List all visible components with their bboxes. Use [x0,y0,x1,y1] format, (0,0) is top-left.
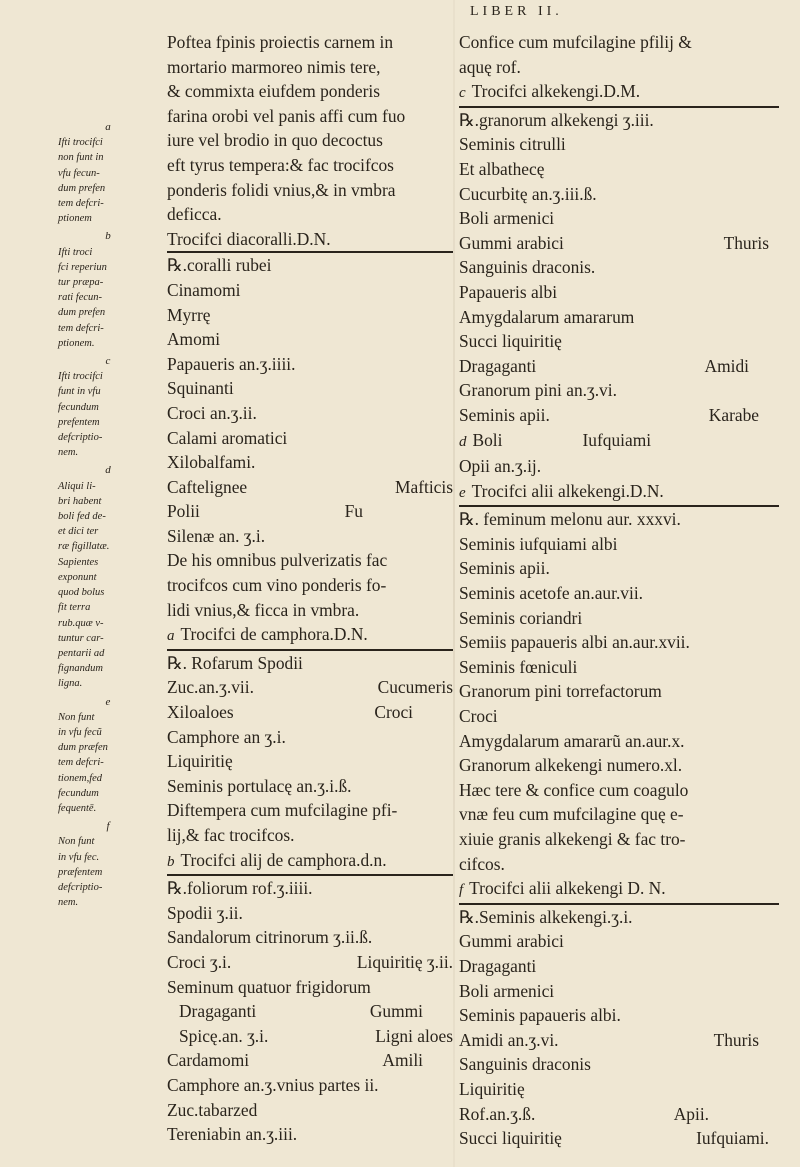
ingredient: Cucumeris [377,677,453,698]
ingredient-line: Seminis citrulli [459,134,566,155]
ingredient-line: Seminum quatuor frigidorum [167,976,371,997]
ingredient: Thuris [723,232,769,253]
text-line: aquę rof. [459,56,521,77]
text-line: eft tyrus tempera:& fac trocifcos [167,154,394,175]
margin-note-letter: f [106,820,110,833]
ingredient: Amidi [704,355,749,376]
ingredient-pair [459,231,779,256]
margin-note-c [58,354,158,460]
ingredient-pair [459,403,779,428]
text-line: trocifcos cum vino ponderis fo- [167,575,387,596]
ingredient-line: Seminis papaueris albi. [459,1005,621,1026]
margin-note-line: ptionem. [58,337,95,349]
margin-note-letter: d [105,464,111,477]
ingredient: Ligni aloes [375,1025,453,1046]
ingredient: Xiloaloes [167,702,234,723]
margin-note-line: pentarii ad [58,647,105,659]
ingredient-line: Granorum pini torrefactorum [459,681,662,702]
recipe-heading-text: Trocifci alii alkekengi D. N. [469,878,666,899]
margin-note-line: boli fed de- [58,511,106,523]
margin-note-line: rati fecun- [58,292,103,304]
text-line: vnæ feu cum mufcilagine quę e- [459,804,684,825]
recipe-heading-text: Trocifci de camphora.D.N. [180,624,368,645]
text-line: Diftempera cum mufcilagine pfi- [167,800,398,821]
margin-note-line: Aliqui li- [58,480,96,492]
text-line: Silenæ an. ʒ.i. [167,525,266,546]
recipe-heading-text: Trocifci alij de camphora.d.n. [180,849,387,870]
text-line: Camphore an ʒ.i. [167,726,286,747]
ingredient-line: Papaueris albi [459,281,558,302]
margin-note-line: ligna. [58,678,83,690]
ingredient-pair [459,1028,779,1053]
margin-note-line: Sapientes [58,556,99,568]
margin-note-line: defcriptio- [58,432,103,444]
ingredient: Caftelignee [167,476,248,497]
ingredient-line: Boli armenici [459,980,555,1001]
recipe-rx-line: ℞.Seminis alkekengi.ʒ.i. [459,903,779,930]
ingredient: Amili [382,1050,423,1071]
ingredient-line: Sandalorum citrinorum ʒ.ii.ß. [167,927,373,948]
text-line: Zuc.tabarzed [167,1099,258,1120]
ingredient: Spicę.an. ʒ.i. [179,1025,269,1046]
ingredient: Gummi [369,1001,423,1022]
margin-note-line: Non funt [58,836,95,848]
margin-note-line: prefentem [58,416,100,428]
ingredient-line: Seminis fœniculi [459,656,578,677]
ingredient-pair [167,499,453,524]
ingredient-pair [459,354,779,379]
margin-note-letter: e [105,695,111,708]
margin-note-line: tem defcri- [58,757,104,769]
recipe-heading [459,79,779,106]
margin-note-a [58,120,158,226]
margin-note-line: fci reperiun [58,261,107,273]
ingredient-line: Papaueris an.ʒ.iiii. [167,353,296,374]
recipe-rx-line: ℞. feminum melonu aur. xxxvi. [459,505,779,532]
recipe-letter: a [167,628,175,645]
ingredient-line: Gummi arabici [459,931,564,952]
margin-note-line: fequentē. [58,802,97,814]
ingredient-pair [167,475,453,500]
text-line: iure vel brodio in quo decoctus [167,130,383,151]
ingredient-line: Myrrę [167,304,211,325]
margin-note-line: dum prefen [58,307,106,319]
recipe-rx-line: ℞.granorum alkekengi ʒ.iii. [459,106,779,133]
ingredient-pair [167,1024,453,1049]
margin-note-line: ptionem [58,213,92,225]
ingredient: Croci ʒ.i. [167,951,232,972]
margin-note-line: Ifti troci [58,246,93,258]
margin-note-line: vfu fecun- [58,167,100,179]
margin-note-line: in vfu fecũ [58,726,102,738]
ingredient-line: Seminis coriandri [459,607,583,628]
ingredient-line: Cinamomi [167,279,241,300]
ingredient-pair [167,700,453,725]
ingredient-line: Amygdalarum amararum [459,306,635,327]
ingredient: Rof.an.ʒ.ß. [459,1103,536,1124]
margin-note-line: præfentem [58,866,103,878]
ingredient: Gummi arabici [459,232,564,253]
text-line: De his omnibus pulverizatis fac [167,550,388,571]
text-line: Seminis portulacę an.ʒ.i.ß. [167,775,352,796]
text-line: cifcos. [459,853,505,874]
ingredient: Succi liquiritię [459,1128,562,1149]
ingredient: Dragaganti [459,355,537,376]
text-line: farina orobi vel panis affi cum fuo [167,105,406,126]
right-text-column [459,30,779,1151]
margin-note-line: Non funt [58,711,95,723]
text-line: Confice cum mufcilagine pfilij & [459,32,692,52]
margin-note-letter: c [105,355,111,368]
recipe-letter: c [459,85,466,102]
margin-note-line: bri habent [58,495,102,507]
recipe-letter: f [459,882,464,899]
ingredient-line: Dragaganti [459,955,537,976]
ingredient-line: Seminis acetofe an.aur.vii. [459,583,643,604]
text-line: & commixta eiufdem ponderis [167,81,380,102]
margin-note-f [58,819,158,910]
recipe-letter: d [459,433,467,450]
margin-note-line: fignandum [58,663,103,675]
ingredient: Zuc.an.ʒ.vii. [167,677,254,698]
ingredient-line: Sanguinis draconis [459,1054,591,1075]
margin-note-line: in vfu fec. [58,851,100,863]
ingredient: Spodii [257,652,303,673]
margin-note-line: tem defcri- [58,322,104,334]
ingredient-pair [459,1126,779,1151]
ingredient-line: Seminis iufquiami albi [459,533,618,554]
margin-note-line: fecundum [58,401,99,413]
recipe-heading-text: Trocifci alii alkekengi.D.N. [471,480,664,501]
recipe-heading [167,848,453,875]
ingredient-line: Semiis papaueris albi an.aur.xvii. [459,632,690,653]
margin-note-line: tur præpa- [58,277,104,289]
ingredient: Iufquiami [582,429,652,450]
margin-note-line: dum prefen [58,182,106,194]
ingredient: Karabe [708,404,759,425]
margin-note-line: Ifti trocifci [58,371,103,383]
recipe-rx-line: ℞.foliorum rof.ʒ.iiii. [167,874,453,901]
margin-note-line: non funt in [58,152,104,164]
margin-note-line: ræ figillatæ. [58,541,110,553]
text-line: Tereniabin an.ʒ.iii. [167,1124,298,1145]
ingredient: Mafticis [395,476,453,497]
margin-note-line: fit terra [58,602,91,614]
margin-note-e [58,695,158,817]
left-text-column [167,30,453,1147]
ingredient: Boli [472,429,503,450]
recipe-rx-line: ℞.coralli rubei [167,251,453,278]
margin-note-line: fecundum [58,787,99,799]
text-line: xiuie granis alkekengi & fac tro- [459,829,686,849]
margin-note-line: funt in vfu [58,386,101,398]
text-line: lidi vnius,& ficca in vmbra. [167,599,360,620]
margin-note-line: defcriptio- [58,881,103,893]
recipe-letter: b [167,853,175,870]
ingredient: Liquiritię ʒ.ii. [356,951,453,972]
margin-note-line: tuntur car- [58,632,104,644]
ingredient: Fu [344,501,363,522]
ingredient-line: Calami aromatici [167,427,288,448]
ingredient: ℞. Rofarum [167,652,254,673]
margin-note-line: dum præfen [58,742,108,754]
text-line: Camphore an.ʒ.vnius partes ii. [167,1074,379,1095]
ingredient: Amidi an.ʒ.vi. [459,1029,559,1050]
margin-note-line: rub.quæ v- [58,617,104,629]
ingredient: Thuris [713,1029,759,1050]
ingredient-line: Sanguinis draconis. [459,257,596,278]
ingredient-line: Granorum pini an.ʒ.vi. [459,380,617,401]
text-line: lij,& fac trocifcos. [167,825,295,845]
ingredient: Apii. [673,1103,709,1124]
recipe-heading: Trocifci diacoralli.D.N. [167,228,331,249]
ingredient: Seminis apii. [459,404,550,425]
recipe-rx-line [167,649,453,676]
text-line: mortario marmoreo nimis tere, [167,56,381,77]
ingredient: Dragaganti [179,1001,257,1022]
ingredient-line: Squinanti [167,378,234,399]
recipe-heading [167,622,453,649]
ingredient-line: Succi liquiritię [459,331,562,352]
ingredient-line: Croci an.ʒ.ii. [167,402,257,423]
margin-note-line: tionem,fed [58,772,103,784]
ingredient-line: Croci [459,706,498,727]
margin-note-line: nem. [58,897,79,909]
ingredient-line: Boli armenici [459,208,555,229]
ingredient-pair [167,675,453,700]
ingredient-line: Xilobalfami. [167,452,256,473]
recipe-heading [459,876,779,903]
ingredient-line: Et albathecę [459,158,545,179]
ingredient-line: Spodii ʒ.ii. [167,902,243,923]
text-line: deficca. [167,204,222,225]
ingredient-line: Amygdalarum amararũ an.aur.x. [459,730,685,751]
margin-notes [58,120,158,913]
recipe-heading [459,479,779,506]
margin-note-line: quod bolus [58,587,105,599]
ingredient-line: Cucurbitę an.ʒ.iii.ß. [459,183,597,204]
recipe-heading-text: Trocifci alkekengi.D.M. [471,81,641,102]
ingredient-line [459,428,779,455]
ingredient: Iufquiami. [696,1128,769,1149]
text-line: Poftea fpinis proiectis carnem in [167,32,394,52]
ingredient: Cardamomi [167,1050,250,1071]
margin-note-letter: a [105,121,111,133]
margin-note-d [58,463,158,691]
page-fold-shadow [453,0,455,1167]
recipe-letter: e [459,484,466,501]
ingredient-line: Granorum alkekengi numero.xl. [459,755,683,776]
ingredient-line: Amomi [167,329,221,350]
margin-note-line: et dici ter [58,526,99,538]
margin-note-line: tem defcri- [58,198,104,210]
ingredient-line: Liquiritię [459,1078,525,1099]
ingredient-pair [167,950,453,975]
ingredient-line: Seminis apii. [459,558,550,579]
text-line: ponderis folidi vnius,& in vmbra [167,179,396,200]
margin-note-line: nem. [58,447,79,459]
margin-note-b [58,229,158,351]
text-line: Hæc tere & confice cum coagulo [459,779,689,800]
ingredient-line: Opii an.ʒ.ij. [459,456,542,477]
text-line: Liquiritię [167,751,233,772]
margin-note-letter: b [105,230,111,243]
ingredient: Polii [167,501,200,522]
ingredient-pair [167,1048,453,1073]
ingredient: Croci [374,702,413,723]
running-head: LIBER II. [470,4,563,19]
margin-note-line: Ifti trocifci [58,137,103,149]
ingredient-pair [167,999,453,1024]
margin-note-line: exponunt [58,571,97,583]
ingredient-pair [459,1102,779,1127]
